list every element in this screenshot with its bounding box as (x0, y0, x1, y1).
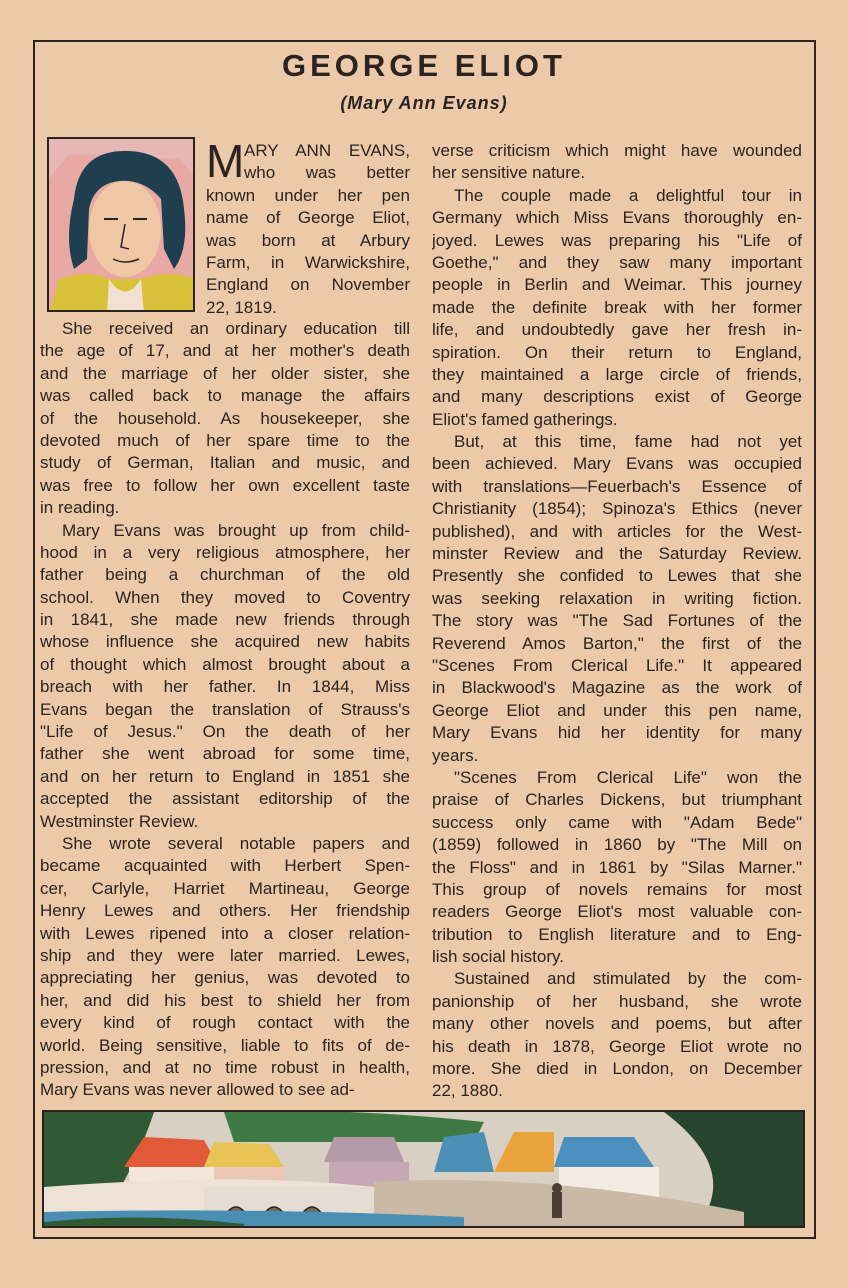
text-line: Mary Evans was brought up from child- (62, 520, 410, 540)
text-line: Reverend Amos Barton," the first of the (432, 633, 802, 653)
text-line: appreciating her genius, was devoted to (40, 968, 410, 988)
text-line: his death in 1878, George Eliot wrote no (432, 1036, 802, 1056)
text-line: Mary Evans hid her identity for many (432, 723, 802, 743)
text-line: devoted much of her spare time to the (40, 430, 410, 450)
page-title: GEORGE ELIOT (282, 48, 566, 83)
text-line: and the marriage of her older sister, she (40, 363, 410, 383)
text-line: became acquainted with Herbert Spen- (40, 856, 410, 876)
text-line: The story was "The Sad Fortunes of the (432, 611, 802, 631)
text-line: accepted the assistant editorship of the (40, 789, 410, 809)
text-line: "Scenes From Clerical Life" won the (454, 767, 802, 787)
text-line: people in Berlin and Weimar. This journey (432, 275, 802, 295)
text-line: Presently she confided to Lewes that she (432, 566, 802, 586)
text-line: readers George Eliot's most valuable con- (432, 902, 802, 922)
text-line: Mary Evans was never allowed to see ad- (40, 1080, 355, 1100)
text-line: of thought which almost brought about a (40, 654, 410, 674)
text-line: panionship of her husband, she wrote (432, 991, 802, 1011)
text-line: cer, Carlyle, Harriet Martineau, George (40, 878, 410, 898)
text-line: verse criticism which might have wounded (432, 141, 802, 160)
text-line: school. When they moved to Coventry (40, 587, 410, 607)
text-line: was seeking relaxation in writing fiction. (432, 588, 802, 608)
text-line: minster Review and the Saturday Review. (432, 544, 802, 564)
text-line: in Blackwood's Magazine as the work of (432, 678, 802, 698)
text-line: her sensitive nature. (432, 163, 586, 183)
text-line: England on November (206, 275, 410, 295)
right-column (432, 140, 802, 1103)
text-line: of the household. As housekeeper, she (40, 408, 410, 428)
text-line: in 1841, she made new friends through (40, 610, 410, 630)
text-line: George Eliot and under this pen name, (432, 700, 802, 720)
text-line: study of German, Italian and music, and (40, 453, 410, 473)
text-line: name of George Eliot, (206, 208, 410, 228)
text-line: She received an ordinary education till (62, 319, 410, 338)
text-line: But, at this time, fame had not yet (454, 432, 802, 452)
left-column (40, 318, 410, 1102)
text-line: whose influence she acquired new habits (40, 632, 410, 652)
text-line: been achieved. Mary Evans was occupied (432, 454, 802, 474)
text-line: was called back to manage the affairs (40, 386, 410, 406)
text-line: Christianity (1854); Spinoza's Ethics (never (432, 499, 802, 519)
text-line: breach with her father. In 1844, Miss (40, 677, 410, 697)
text-line: hood in a very religious atmosphere, her (40, 542, 410, 562)
text-line: was born at Arbury (206, 230, 410, 250)
text-line: Westminster Review. (40, 811, 199, 831)
text-line: Henry Lewes and others. Her friendship (40, 901, 410, 921)
text-line: spiration. On their return to England, (432, 342, 802, 362)
text-line: with Lewes ripened into a closer relation- (40, 923, 410, 943)
text-line: and many descriptions exist of George (432, 387, 802, 407)
text-line: success only came with "Adam Bede" (432, 812, 802, 832)
text-line: they maintained a large circle of friends, (432, 364, 802, 384)
text-line: "Life of Jesus." On the death of her (40, 722, 410, 742)
text-line: Farm, in Warwickshire, (206, 252, 410, 272)
text-line: was free to follow her own excellent taste (40, 475, 410, 495)
text-line: father she went abroad for some time, (40, 744, 410, 764)
text-line: world. Being sensitive, liable to fits of de- (40, 1035, 410, 1055)
text-line: every kind of rough contact with the (40, 1013, 410, 1033)
text-line: with translations—Feuerbach's Essence of (432, 476, 802, 496)
text-line: She wrote several notable papers and (62, 833, 410, 853)
text-line: father being a churchman of the old (40, 565, 410, 585)
text-line: her, and did his best to shield her from (40, 990, 410, 1010)
text-line: life, and undoubtedly gave her fresh in- (432, 320, 802, 340)
text-line: in reading. (40, 498, 120, 518)
text-line: Sustained and stimulated by the com- (454, 969, 802, 989)
village-illustration (42, 1110, 805, 1228)
text-line: "Scenes From Clerical Life." It appeared (432, 655, 802, 675)
text-line: years. (432, 745, 479, 765)
text-line: many other novels and poems, but after (432, 1014, 802, 1034)
text-line: the age of 17, and at her mother's death (40, 341, 410, 361)
portrait-illustration (47, 137, 195, 312)
page-subtitle: (Mary Ann Evans) (340, 93, 508, 113)
intro-paragraph (206, 135, 410, 319)
drop-cap: M (206, 135, 245, 187)
text-line: pression, and at no time robust in health, (40, 1057, 410, 1077)
text-line: (1859) followed in 1860 by "The Mill on (432, 835, 802, 855)
text-line: ARY ANN EVANS, (244, 141, 410, 160)
text-line: The couple made a delightful tour in (454, 185, 802, 205)
text-line: This group of novels remains for most (432, 879, 802, 899)
text-line: Goethe," and they saw many important (432, 252, 802, 272)
text-line: Germany which Miss Evans thoroughly en- (432, 208, 802, 228)
text-line: Eliot's famed gatherings. (432, 409, 618, 429)
text-line: made the definite break with her former (432, 297, 802, 317)
text-line: and on her return to England in 1851 she (40, 766, 410, 786)
text-line: the Floss" and in 1861 by "Silas Marner." (432, 857, 802, 877)
text-line: lish social history. (432, 947, 564, 967)
text-line: 22, 1880. (432, 1081, 503, 1101)
text-line: published), and with articles for the West- (432, 521, 802, 541)
text-line: known under her pen (206, 185, 410, 205)
text-line: more. She died in London, on December (432, 1059, 802, 1079)
text-line: joyed. Lewes was preparing his "Life of (432, 230, 802, 250)
text-line: 22, 1819. (206, 297, 277, 317)
text-line: who was better (244, 163, 410, 183)
text-line: ship and they were later married. Lewes, (40, 945, 410, 965)
text-line: tribution to English literature and to Eng- (432, 924, 802, 944)
text-line: praise of Charles Dickens, but triumphant (432, 790, 802, 810)
text-line: Evans began the translation of Strauss's (40, 699, 410, 719)
